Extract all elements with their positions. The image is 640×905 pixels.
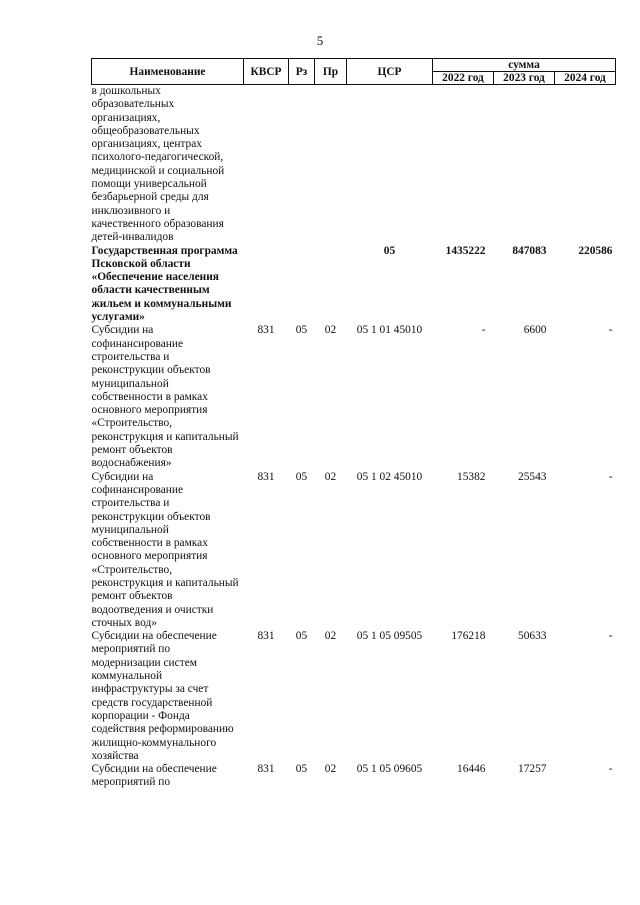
row-name: в дошкольных образовательных организациях, общеобразовательных организациях, центрах психолого-педагогической, медицинской и социальной помощи универсальной безбарьерной среды для инклюзивного и качественного образования детей-инвалидов [91,85,225,244]
row-2023: 847083 [512,244,547,257]
row-2022: 1435222 [445,244,486,257]
header-year-2024: 2024 год [555,72,616,85]
row-kvsr: 831 [257,763,275,776]
row-rz: 05 [295,630,308,643]
table-row-program [92,245,616,325]
row-2023: 17257 [518,763,547,776]
row-2022: 176218 [451,630,486,643]
row-pr: 02 [324,763,337,776]
row-kvsr [244,85,289,245]
row-2023: 25543 [518,470,547,483]
row-pr: 02 [324,630,337,643]
row-2023 [494,85,555,245]
row-2023: 6600 [523,324,547,337]
header-name: Наименование [92,59,244,85]
row-pr [315,245,347,325]
row-2022: 16446 [457,763,486,776]
header-year-2023: 2023 год [494,72,555,85]
row-csr: 05 [383,244,396,257]
row-kvsr [244,245,289,325]
row-2022: 15382 [457,470,486,483]
table-row [92,471,616,631]
row-rz [289,85,315,245]
row-csr: 05 1 05 09505 [356,630,423,643]
row-2022: - [481,324,486,337]
row-rz: 05 [295,470,308,483]
row-csr [347,85,433,245]
row-kvsr: 831 [257,470,275,483]
row-2024 [555,85,616,245]
table-row [92,630,616,763]
row-name: Субсидии на софинансирование строительства и реконструкции объектов муниципальной собственности в рамках основного мероприятия «Строительство, реконструкция и капитальный ремонт объектов водоотведения и очистки сточных вод» [91,470,239,629]
table-header [92,59,616,85]
row-name: Субсидии на обеспечение мероприятий по модернизации систем коммунальной инфраструктуры за счет средств государственной корпорации - Фонда содействия реформированию жилищно-коммунального хозяйства [91,630,234,762]
row-2022 [433,85,494,245]
table-row [92,324,616,470]
row-kvsr: 831 [257,630,275,643]
row-name: Государственная программа Псковской области «Обеспечение населения области качественным жильем и коммунальными услугами» [91,244,238,324]
row-rz [289,245,315,325]
header-year-2022: 2022 год [433,72,494,85]
row-2024: - [608,470,613,483]
row-rz: 05 [295,324,308,337]
row-pr: 02 [324,324,337,337]
row-2023: 50633 [518,630,547,643]
row-rz: 05 [295,763,308,776]
row-kvsr: 831 [257,324,275,337]
page-number: 5 [316,33,324,48]
table-row [92,85,616,245]
row-2024: 220586 [578,244,613,257]
row-2024: - [608,763,613,776]
row-pr: 02 [324,470,337,483]
row-name: Субсидии на обеспечение мероприятий по [91,763,217,789]
header-pr: Пр [315,59,347,85]
row-csr: 05 1 02 45010 [356,470,423,483]
row-pr [315,85,347,245]
row-csr: 05 1 01 45010 [356,324,423,337]
row-name: Субсидии на софинансирование строительства и реконструкции объектов муниципальной собственности в рамках основного мероприятия «Строительство, реконструкция и капитальный ремонт объектов водоснабжения» [91,324,239,470]
header-csr: ЦСР [347,59,433,85]
table-row [92,763,616,790]
budget-table [91,58,616,790]
row-csr: 05 1 05 09605 [356,763,423,776]
header-sum: сумма [433,59,616,72]
row-2024: - [608,630,613,643]
row-2024: - [608,324,613,337]
header-kvsr: КВСР [244,59,289,85]
header-rz: Рз [289,59,315,85]
